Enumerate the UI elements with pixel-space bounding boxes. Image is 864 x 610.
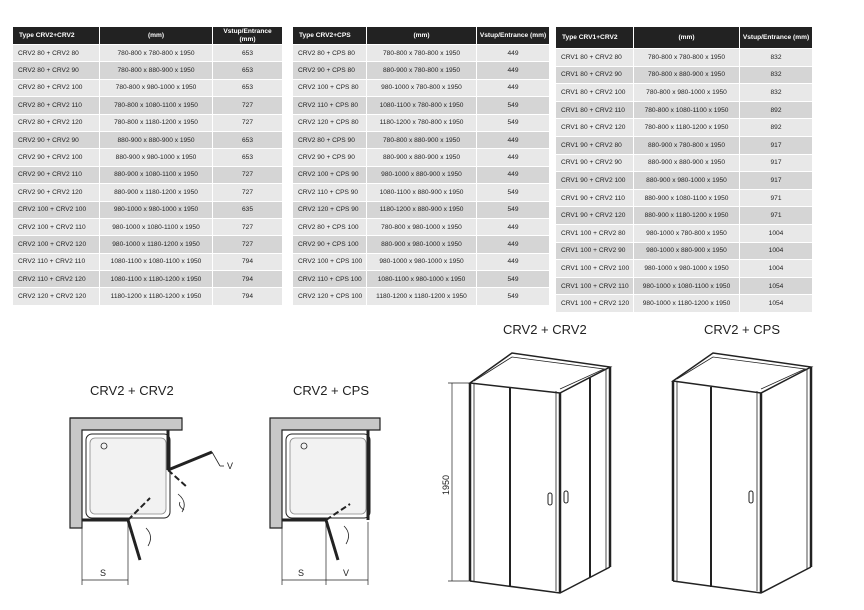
table-row [556, 154, 813, 172]
table-row [293, 183, 550, 200]
table-row [556, 259, 813, 277]
table-cell: CRV1 90 + CRV2 100 [556, 171, 634, 189]
table-row [13, 61, 283, 78]
table-cell: CRV2 100 + CPS 80 [293, 79, 367, 96]
table-row [556, 242, 813, 260]
table-cell: 880-900 x 1080-1100 x 1950 [100, 166, 213, 183]
table-cell: 449 [477, 148, 550, 165]
table-cell: 780-800 x 980-1000 x 1950 [367, 218, 477, 235]
table-cell: 832 [740, 66, 813, 84]
table-row [13, 79, 283, 96]
table-cell: 1054 [740, 277, 813, 295]
dim-v-label: V [227, 461, 234, 471]
column-header: Vstup/Entrance (mm) [740, 27, 813, 48]
table-cell: 880-900 x 880-900 x 1950 [634, 154, 740, 172]
table-row [13, 114, 283, 131]
table-cell: CRV2 80 + CPS 90 [293, 131, 367, 148]
table-row [556, 294, 813, 312]
table-cell: 653 [213, 61, 283, 78]
table-cell: CRV2 100 + CRV2 120 [13, 235, 100, 252]
table-cell: 892 [740, 118, 813, 136]
table-cell: CRV1 80 + CRV2 90 [556, 66, 634, 84]
table-cell: CRV1 100 + CRV2 120 [556, 294, 634, 312]
table-cell: CRV2 80 + CRV2 120 [13, 114, 100, 131]
table-cell: CRV2 90 + CPS 90 [293, 148, 367, 165]
table-cell: 449 [477, 79, 550, 96]
table-cell: 653 [213, 79, 283, 96]
table-cell: 780-800 x 980-1000 x 1950 [100, 79, 213, 96]
table-cell: 880-900 x 780-800 x 1950 [634, 136, 740, 154]
table-cell: 980-1000 x 880-900 x 1950 [367, 166, 477, 183]
table-cell: CRV2 110 + CPS 100 [293, 270, 367, 287]
door-front-open [128, 520, 140, 560]
door-front-open [326, 520, 338, 560]
table-cell: CRV2 80 + CRV2 90 [13, 61, 100, 78]
view-crv2-crv2 [440, 345, 620, 605]
table-cell: 780-800 x 780-800 x 1950 [634, 48, 740, 66]
table-cell: CRV1 90 + CRV2 80 [556, 136, 634, 154]
crv2-crv2-table [13, 27, 283, 305]
table-cell: CRV2 90 + CPS 80 [293, 61, 367, 78]
column-header: Vstup/Entrance (mm) [213, 27, 283, 44]
table-cell: CRV1 90 + CRV2 120 [556, 206, 634, 224]
table-cell: 1054 [740, 294, 813, 312]
table-row [293, 96, 550, 113]
table-cell: 980-1000 x 780-800 x 1950 [367, 79, 477, 96]
table-cell: 917 [740, 171, 813, 189]
table-cell: 727 [213, 183, 283, 200]
table-cell: CRV2 110 + CRV2 120 [13, 270, 100, 287]
table-cell: 1180-1200 x 780-800 x 1950 [367, 114, 477, 131]
table-cell: CRV2 100 + CPS 90 [293, 166, 367, 183]
table-row [293, 270, 550, 287]
table-cell: 980-1000 x 880-900 x 1950 [634, 242, 740, 260]
table-cell: 1004 [740, 242, 813, 260]
table-cell: 1080-1100 x 880-900 x 1950 [367, 183, 477, 200]
crv1-crv2-table [556, 27, 813, 312]
table-cell: 780-800 x 780-800 x 1950 [367, 44, 477, 61]
table-row [13, 166, 283, 183]
table-cell: 917 [740, 136, 813, 154]
table-row [13, 270, 283, 287]
table-cell: CRV2 120 + CPS 80 [293, 114, 367, 131]
table-cell: 780-800 x 1180-1200 x 1950 [634, 118, 740, 136]
table-cell: CRV1 100 + CRV2 90 [556, 242, 634, 260]
table-row [293, 44, 550, 61]
table-cell: 832 [740, 83, 813, 101]
table-cell: 971 [740, 206, 813, 224]
dim-s-label: S [298, 568, 305, 578]
table-cell: 880-900 x 780-800 x 1950 [367, 61, 477, 78]
table-header-row [293, 27, 550, 44]
table-cell: 449 [477, 218, 550, 235]
table-cell: 1080-1100 x 1080-1100 x 1950 [100, 253, 213, 270]
door-handle-icon [564, 491, 568, 503]
table-cell: 549 [477, 287, 550, 304]
table-cell: 980-1000 x 1180-1200 x 1950 [100, 235, 213, 252]
table-row [556, 66, 813, 84]
table-cell: 1080-1100 x 780-800 x 1950 [367, 96, 477, 113]
table-row [13, 131, 283, 148]
table-cell: 794 [213, 270, 283, 287]
table-row [556, 224, 813, 242]
table-cell: CRV1 80 + CRV2 80 [556, 48, 634, 66]
table-cell: 727 [213, 235, 283, 252]
height-dim-label: 1950 [441, 474, 451, 495]
table-cell: 780-800 x 880-900 x 1950 [634, 66, 740, 84]
table-row [556, 206, 813, 224]
table-cell: 653 [213, 131, 283, 148]
plan-left-title: CRV2 + CRV2 [90, 383, 174, 398]
column-header: (mm) [367, 27, 477, 44]
table-cell: 892 [740, 101, 813, 119]
table-cell: 880-900 x 980-1000 x 1950 [634, 171, 740, 189]
table-cell: CRV2 100 + CRV2 110 [13, 218, 100, 235]
table-cell: 780-800 x 980-1000 x 1950 [634, 83, 740, 101]
table-cell: 794 [213, 287, 283, 304]
table-cell: CRV2 120 + CPS 100 [293, 287, 367, 304]
table-cell: CRV1 100 + CRV2 100 [556, 259, 634, 277]
door-handle-icon [749, 491, 753, 503]
table-cell: CRV2 90 + CPS 100 [293, 235, 367, 252]
table-cell: 549 [477, 96, 550, 113]
table-cell: 449 [477, 235, 550, 252]
table-row [13, 96, 283, 113]
table-row [13, 218, 283, 235]
table-cell: 980-1000 x 1180-1200 x 1950 [634, 294, 740, 312]
table-cell: 917 [740, 154, 813, 172]
table-header-row [556, 27, 813, 48]
table-row [556, 189, 813, 207]
table-row [293, 148, 550, 165]
table-row [293, 201, 550, 218]
table-cell: 980-1000 x 980-1000 x 1950 [367, 253, 477, 270]
table-row [293, 235, 550, 252]
column-header: Type CRV2+CRV2 [13, 27, 100, 44]
table-cell: 794 [213, 253, 283, 270]
table-cell: 880-900 x 1080-1100 x 1950 [634, 189, 740, 207]
table-cell: 980-1000 x 980-1000 x 1950 [634, 259, 740, 277]
table-cell: 449 [477, 44, 550, 61]
table-cell: CRV2 110 + CRV2 110 [13, 253, 100, 270]
table-cell: CRV2 90 + CRV2 110 [13, 166, 100, 183]
table-cell: 980-1000 x 980-1000 x 1950 [100, 201, 213, 218]
table-cell: 980-1000 x 1080-1100 x 1950 [100, 218, 213, 235]
table-cell: 449 [477, 166, 550, 183]
table-cell: 1004 [740, 224, 813, 242]
table-row [556, 83, 813, 101]
table-cell: 727 [213, 114, 283, 131]
column-header: Type CRV1+CRV2 [556, 27, 634, 48]
column-header: Type CRV2+CPS [293, 27, 367, 44]
table-cell: 727 [213, 218, 283, 235]
table-row [293, 166, 550, 183]
table-cell: 880-900 x 980-1000 x 1950 [100, 148, 213, 165]
table-cell: CRV2 80 + CRV2 110 [13, 96, 100, 113]
table-cell: CRV1 80 + CRV2 120 [556, 118, 634, 136]
table-row [556, 48, 813, 66]
view-right-title: CRV2 + CPS [704, 322, 780, 337]
table-cell: 780-800 x 880-900 x 1950 [100, 61, 213, 78]
table-cell: 449 [477, 253, 550, 270]
table-cell: 780-800 x 1080-1100 x 1950 [100, 96, 213, 113]
table-cell: CRV1 80 + CRV2 100 [556, 83, 634, 101]
table-cell: 1080-1100 x 980-1000 x 1950 [367, 270, 477, 287]
table-cell: 1180-1200 x 1180-1200 x 1950 [100, 287, 213, 304]
table-row [293, 253, 550, 270]
door-handle-icon [548, 493, 552, 505]
table-cell: 880-900 x 880-900 x 1950 [367, 148, 477, 165]
table-cell: 980-1000 x 780-800 x 1950 [634, 224, 740, 242]
table-cell: 1180-1200 x 1180-1200 x 1950 [367, 287, 477, 304]
table-cell: 549 [477, 183, 550, 200]
table-cell: 780-800 x 780-800 x 1950 [100, 44, 213, 61]
table-cell: CRV1 80 + CRV2 110 [556, 101, 634, 119]
table-cell: 980-1000 x 1080-1100 x 1950 [634, 277, 740, 295]
table-cell: 727 [213, 166, 283, 183]
table-row [13, 235, 283, 252]
table-cell: 653 [213, 44, 283, 61]
table-row [556, 171, 813, 189]
table-cell: CRV2 90 + CRV2 120 [13, 183, 100, 200]
column-header: Vstup/Entrance (mm) [477, 27, 550, 44]
table-row [293, 287, 550, 304]
top-frame [673, 353, 811, 393]
table-cell: CRV2 110 + CPS 90 [293, 183, 367, 200]
table-cell: CRV2 80 + CRV2 80 [13, 44, 100, 61]
table-row [293, 218, 550, 235]
table-cell: CRV2 80 + CPS 80 [293, 44, 367, 61]
table-cell: CRV2 80 + CPS 100 [293, 218, 367, 235]
view-left-title: CRV2 + CRV2 [503, 322, 587, 337]
table-cell: 1080-1100 x 1180-1200 x 1950 [100, 270, 213, 287]
table-row [13, 44, 283, 61]
table-cell: 635 [213, 201, 283, 218]
table-cell: 880-900 x 1180-1200 x 1950 [634, 206, 740, 224]
view-crv2-cps [665, 345, 825, 605]
dim-v-label: V [343, 568, 350, 578]
table-cell: CRV2 80 + CRV2 100 [13, 79, 100, 96]
table-row [556, 277, 813, 295]
table-cell: 653 [213, 148, 283, 165]
table-cell: 1180-1200 x 880-900 x 1950 [367, 201, 477, 218]
table-cell: 549 [477, 270, 550, 287]
table-row [13, 287, 283, 304]
table-cell: CRV1 90 + CRV2 90 [556, 154, 634, 172]
dim-s-label: S [100, 568, 107, 578]
table-header-row [13, 27, 283, 44]
table-row [556, 101, 813, 119]
table-cell: CRV2 110 + CPS 80 [293, 96, 367, 113]
table-cell: 449 [477, 61, 550, 78]
column-header: (mm) [634, 27, 740, 48]
table-cell: 780-800 x 880-900 x 1950 [367, 131, 477, 148]
table-cell: 780-800 x 1180-1200 x 1950 [100, 114, 213, 131]
table-row [293, 114, 550, 131]
table-row [556, 136, 813, 154]
table-row [293, 61, 550, 78]
table-row [556, 118, 813, 136]
plan-right-title: CRV2 + CPS [293, 383, 369, 398]
table-cell: 880-900 x 980-1000 x 1950 [367, 235, 477, 252]
table-row [293, 131, 550, 148]
table-cell: CRV2 120 + CPS 90 [293, 201, 367, 218]
table-cell: 832 [740, 48, 813, 66]
table-cell: CRV2 100 + CRV2 100 [13, 201, 100, 218]
table-cell: 971 [740, 189, 813, 207]
table-cell: 727 [213, 96, 283, 113]
table-cell: CRV1 100 + CRV2 80 [556, 224, 634, 242]
table-cell: 880-900 x 1180-1200 x 1950 [100, 183, 213, 200]
table-cell: 780-800 x 1080-1100 x 1950 [634, 101, 740, 119]
table-cell: 549 [477, 114, 550, 131]
table-cell: CRV2 120 + CRV2 120 [13, 287, 100, 304]
plan-diagram-crv2-crv2 [60, 410, 260, 610]
table-row [13, 148, 283, 165]
table-cell: CRV2 100 + CPS 100 [293, 253, 367, 270]
table-cell: CRV2 90 + CRV2 90 [13, 131, 100, 148]
crv2-cps-table [293, 27, 550, 305]
table-row [293, 79, 550, 96]
table-cell: 549 [477, 201, 550, 218]
table-row [13, 253, 283, 270]
table-cell: CRV1 90 + CRV2 110 [556, 189, 634, 207]
bottom-frame [673, 567, 811, 593]
door-side-open [168, 452, 212, 470]
table-cell: 880-900 x 880-900 x 1950 [100, 131, 213, 148]
table-cell: 449 [477, 131, 550, 148]
table-cell: CRV2 90 + CRV2 100 [13, 148, 100, 165]
table-cell: 1004 [740, 259, 813, 277]
table-row [13, 183, 283, 200]
table-cell: CRV1 100 + CRV2 110 [556, 277, 634, 295]
plan-diagram-crv2-cps [258, 410, 398, 610]
table-row [13, 201, 283, 218]
column-header: (mm) [100, 27, 213, 44]
